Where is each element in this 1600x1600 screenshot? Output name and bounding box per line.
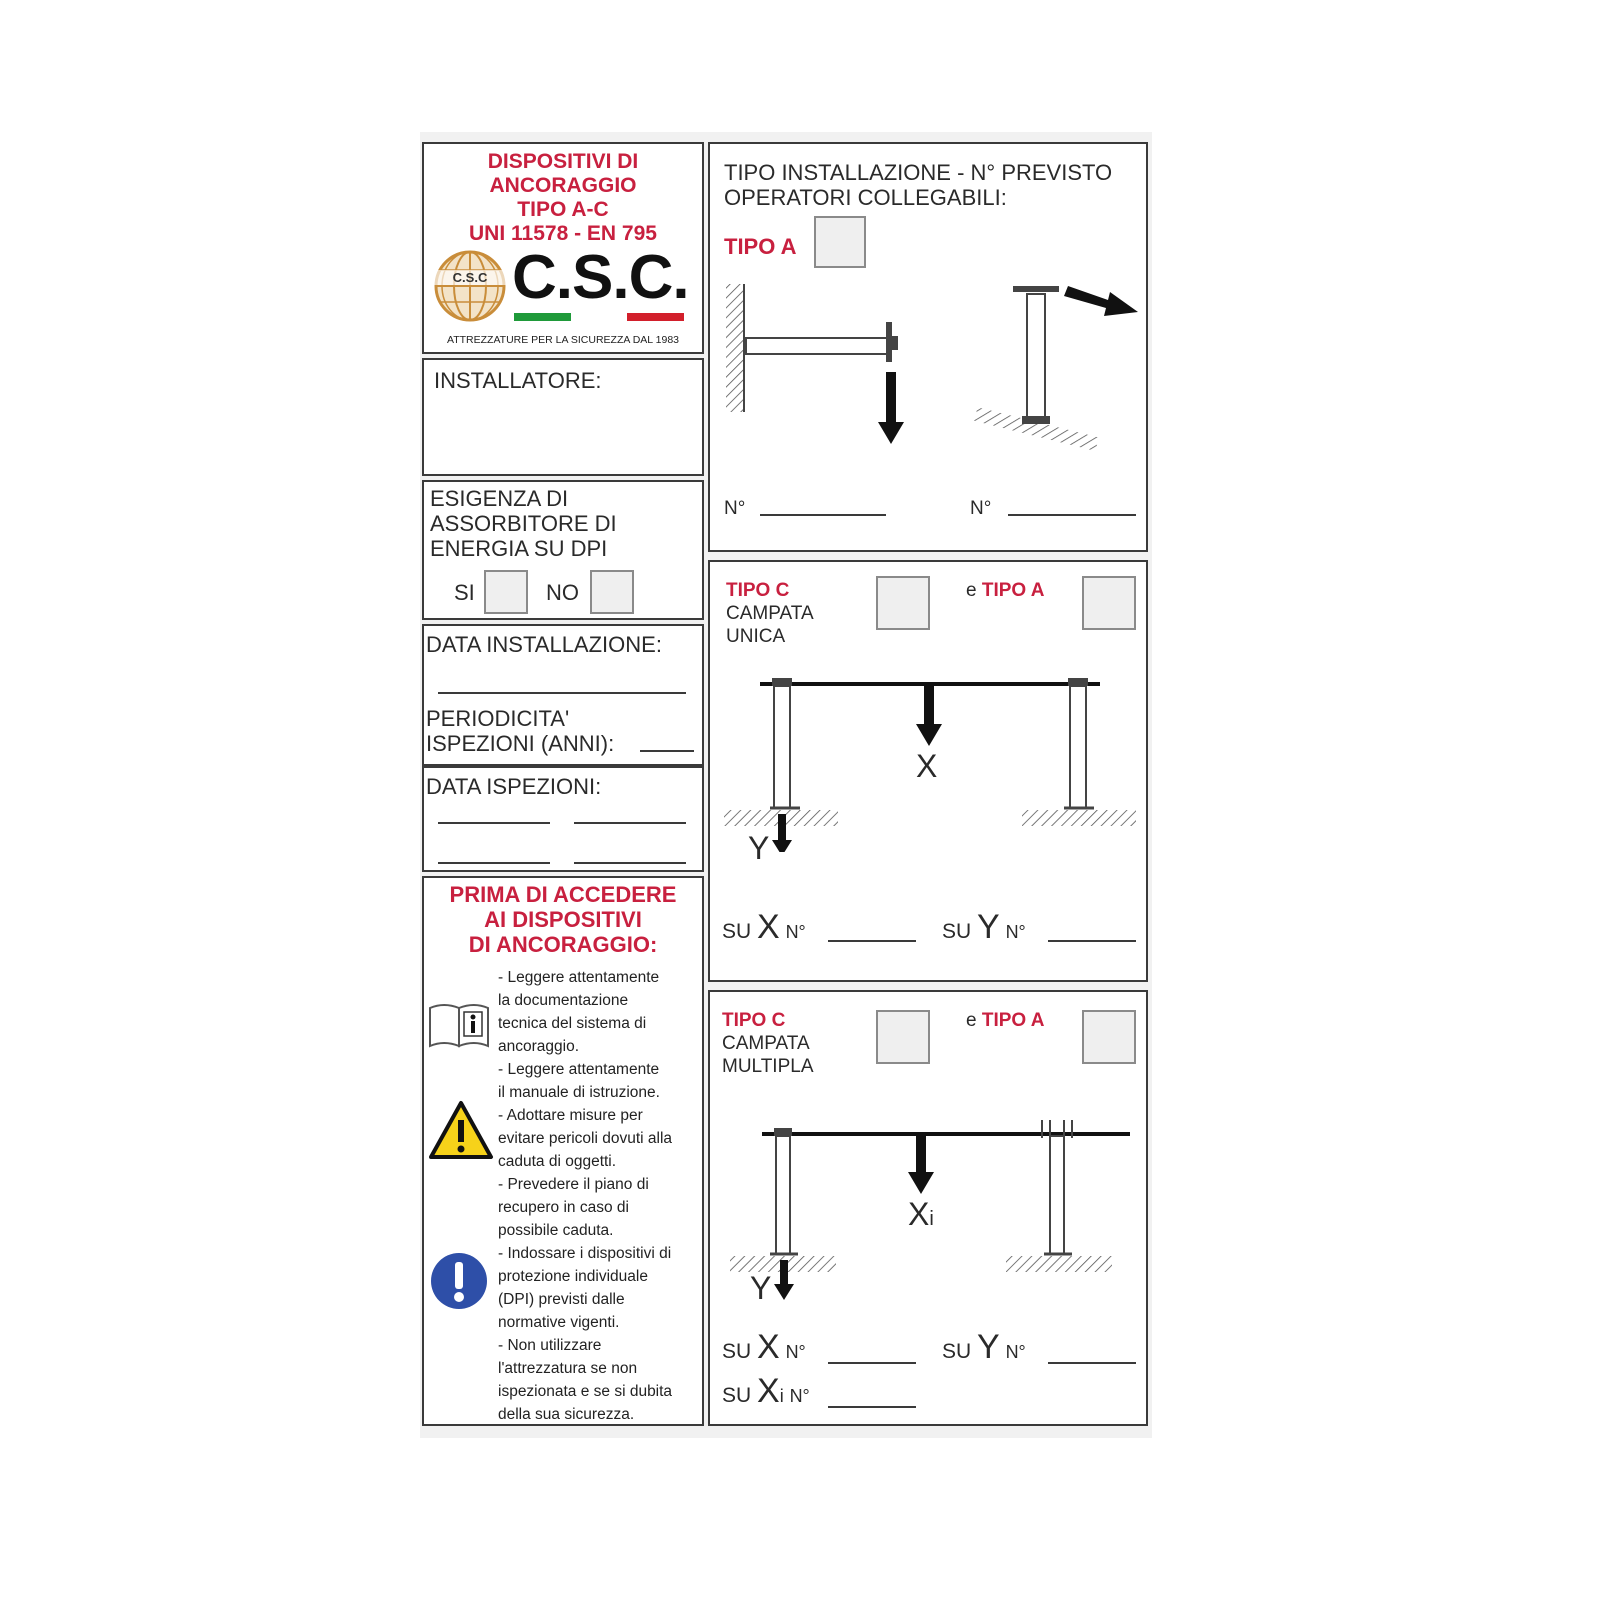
warning-triangle-icon	[428, 1100, 494, 1160]
rule-line: caduta di oggetti.	[498, 1153, 617, 1170]
y-direction-label: Y	[750, 1270, 772, 1306]
campata-line: CAMPATA	[726, 603, 814, 624]
warnings-title-line: PRIMA DI ACCEDERE	[449, 882, 677, 907]
yes-checkbox[interactable]	[484, 570, 528, 614]
rule-line: il manuale di istruzione.	[498, 1084, 660, 1101]
inspection-date-field[interactable]	[574, 862, 686, 864]
rule-line: normative vigenti.	[498, 1314, 620, 1331]
n-field-left[interactable]	[760, 514, 886, 516]
x-direction-label: X	[916, 748, 938, 784]
and-label: e	[966, 580, 977, 601]
and-type-label: TIPO A	[981, 1010, 1045, 1031]
y-label: Y	[977, 908, 1000, 946]
header-box	[422, 142, 704, 354]
rule-line: - Non utilizzare	[498, 1337, 602, 1354]
assorbitore-line: ENERGIA SU DPI	[430, 536, 608, 561]
xi-arrow-icon	[908, 1136, 934, 1194]
n-label: N°	[785, 1342, 806, 1362]
periodicity-line: PERIODICITA'	[426, 706, 570, 731]
su-label: SU	[942, 1340, 972, 1363]
n-label: N°	[1005, 922, 1026, 942]
warnings-title-line: AI DISPOSITIVI	[484, 907, 642, 932]
rule-line: protezione individuale	[498, 1268, 648, 1285]
n-label: N°	[785, 922, 806, 942]
su-xi-field[interactable]	[828, 1406, 916, 1408]
su-y-label	[942, 1328, 1026, 1367]
down-arrow-icon	[878, 372, 904, 444]
su-label: SU	[722, 1340, 752, 1363]
rule-line: tecnica del sistema di	[498, 1015, 647, 1032]
su-label: SU	[722, 1384, 752, 1407]
inspection-date-field[interactable]	[574, 822, 686, 824]
exclamation-circle-icon	[430, 1252, 488, 1310]
logo-badge: C.S.C	[434, 270, 506, 285]
tipo-a-extra-checkbox[interactable]	[1082, 1010, 1136, 1064]
and-label: e	[966, 1010, 977, 1031]
xi-main: X	[757, 1372, 780, 1410]
su-label: SU	[722, 920, 752, 943]
tipo-c-multi-checkbox[interactable]	[876, 1010, 930, 1064]
rule-line: la documentazione	[498, 992, 629, 1009]
x-label: X	[757, 908, 780, 946]
n-label: N°	[789, 1386, 810, 1406]
data-installazione-box	[422, 624, 704, 766]
x-arrow-icon	[916, 686, 942, 746]
rule-line: recupero in caso di	[498, 1199, 629, 1216]
tipo-c-single-sub	[726, 602, 814, 648]
rule-line: - Indossare i dispositivi di	[498, 1245, 672, 1262]
xi-main: X	[908, 1196, 930, 1232]
warnings-rules	[498, 966, 708, 1426]
n-label-left: N°	[724, 498, 746, 519]
tipo-a-checkbox[interactable]	[814, 216, 866, 268]
and-tipo-a-label	[966, 580, 1045, 602]
no-label: NO	[546, 580, 579, 605]
tipo-a-heading-line: OPERATORI COLLEGABILI:	[724, 185, 1007, 210]
header-title-line: UNI 11578 - EN 795	[469, 222, 657, 245]
data-installazione-label: DATA INSTALLAZIONE:	[426, 632, 662, 657]
tipo-a-panel	[708, 142, 1148, 552]
tipo-a-extra-checkbox[interactable]	[1082, 576, 1136, 630]
rule-line: (DPI) previsti dalle	[498, 1291, 625, 1308]
warnings-title-line: DI ANCORAGGIO:	[468, 932, 658, 957]
xi-sub: i	[779, 1386, 784, 1406]
tipo-a-heading	[724, 160, 1112, 210]
assorbitore-question	[430, 486, 617, 561]
installatore-box	[422, 358, 704, 476]
tipo-a-label: TIPO A	[724, 234, 797, 259]
tipo-a-heading-line: TIPO INSTALLAZIONE - N° PREVISTO	[724, 160, 1113, 185]
header-title-line: TIPO A-C	[517, 198, 609, 221]
su-x-field[interactable]	[828, 1362, 916, 1364]
x-label: X	[757, 1328, 780, 1366]
n-label-right: N°	[970, 498, 992, 519]
header-title-line: DISPOSITIVI DI	[487, 150, 639, 173]
yes-label: SI	[454, 580, 475, 605]
no-checkbox[interactable]	[590, 570, 634, 614]
manual-info-icon	[428, 1000, 490, 1050]
warnings-title	[424, 882, 702, 957]
header-title	[424, 150, 702, 246]
su-label: SU	[942, 920, 972, 943]
xi-sub: i	[929, 1208, 934, 1230]
rule-line: evitare pericoli dovuti alla	[498, 1130, 673, 1147]
inspection-date-field[interactable]	[438, 822, 550, 824]
rule-line: - Adottare misure per	[498, 1107, 643, 1124]
post-anchor	[1027, 294, 1045, 422]
tipo-c-single-checkbox[interactable]	[876, 576, 930, 630]
tipo-c-multi-sub	[722, 1032, 814, 1078]
wall-hatch	[726, 284, 744, 412]
su-y-field[interactable]	[1048, 940, 1136, 942]
su-x-label	[722, 908, 806, 947]
tipo-c-single-label: TIPO C	[726, 580, 790, 601]
periodicity-label	[426, 706, 614, 756]
logo-text: C.S.C.	[512, 243, 689, 312]
side-arrow-icon	[1064, 286, 1138, 316]
rule-line: possibile caduta.	[498, 1222, 614, 1239]
periodicity-field[interactable]	[640, 750, 694, 752]
and-tipo-a-label	[966, 1010, 1045, 1032]
tipo-c-single-panel	[708, 560, 1148, 982]
assorbitore-line: ESIGENZA DI	[430, 486, 569, 511]
su-xi-label	[722, 1372, 810, 1411]
and-type-label: TIPO A	[981, 580, 1045, 601]
rule-line: ispezionata e se si dubita	[498, 1383, 673, 1400]
tipo-c-multi-label: TIPO C	[722, 1010, 786, 1031]
rule-line: - Leggere attentamente	[498, 1061, 660, 1078]
rule-line: della sua sicurezza.	[498, 1406, 635, 1423]
periodicity-line: ISPEZIONI (ANNI):	[426, 731, 615, 756]
inspection-date-field[interactable]	[438, 862, 550, 864]
campata-line: UNICA	[726, 626, 786, 647]
label-sheet	[420, 132, 1152, 1438]
tipo-c-multi-panel	[708, 990, 1148, 1426]
su-x-label	[722, 1328, 806, 1367]
italian-flag-stripe	[514, 313, 684, 321]
xi-direction-label	[908, 1196, 934, 1233]
data-installazione-line[interactable]	[438, 692, 686, 694]
rule-line: ancoraggio.	[498, 1038, 580, 1055]
campata-line: MULTIPLA	[722, 1056, 814, 1077]
rule-line: - Prevedere il piano di	[498, 1176, 649, 1193]
warnings-box	[422, 876, 704, 1426]
assorbitore-line: ASSORBITORE DI	[430, 511, 617, 536]
wall-anchor-arm	[746, 338, 888, 354]
su-y-label	[942, 908, 1026, 947]
y-direction-label: Y	[748, 830, 770, 866]
data-ispezioni-box	[422, 766, 704, 872]
header-title-line: ANCORAGGIO	[489, 174, 637, 197]
rule-line: l'attrezzatura se non	[498, 1360, 638, 1377]
n-field-right[interactable]	[1008, 514, 1136, 516]
n-label: N°	[1005, 1342, 1026, 1362]
rule-line: - Leggere attentamente	[498, 969, 660, 986]
tipo-a-diagram	[710, 264, 1146, 474]
globe-logo-icon	[434, 250, 506, 322]
su-y-field[interactable]	[1048, 1362, 1136, 1364]
y-label: Y	[977, 1328, 1000, 1366]
logo-tagline: ATTREZZATURE PER LA SICUREZZA DAL 1983	[446, 334, 680, 346]
su-x-field[interactable]	[828, 940, 916, 942]
installatore-label: INSTALLATORE:	[434, 368, 602, 393]
data-ispezioni-label: DATA ISPEZIONI:	[426, 774, 602, 799]
assorbitore-box	[422, 480, 704, 620]
campata-line: CAMPATA	[722, 1033, 810, 1054]
